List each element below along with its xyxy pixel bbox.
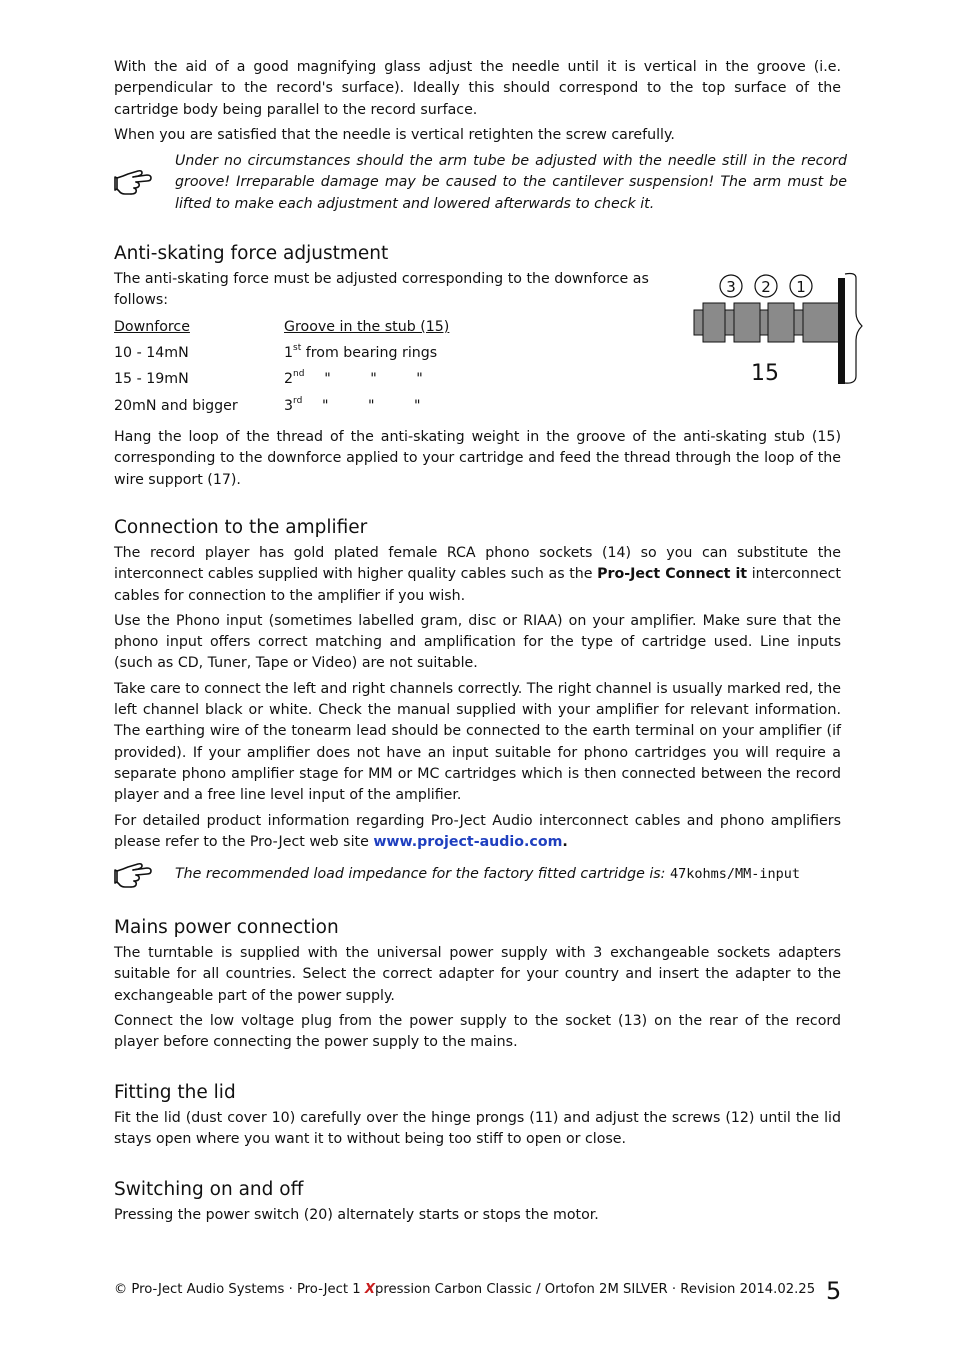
lid-heading: Fitting the lid <box>114 1082 236 1103</box>
amplifier-paragraph-1: The record player has gold plated female RCA phono sockets (14) so you can substitute the interconnect cables supplied with higher quality cables such as the Pro-Ject Connect it interconnect cables for connection to the amplifier if you wish. <box>114 545 841 604</box>
downforce-value: 20mN and bigger <box>114 398 238 414</box>
anti-skating-body: Hang the loop of the thread of the anti-skating weight in the groove of the anti-skating stub (15) corresponding to the downforce applied to your cartridge and feed the thread through the loop of the wire support (17). <box>114 429 841 488</box>
groove-3-label: 3 <box>726 278 736 296</box>
table-row <box>114 396 514 418</box>
impedance-text: The recommended load impedance for the factory fitted cartridge is: 47kohms/MM-input <box>175 866 801 882</box>
table-row <box>114 343 514 365</box>
pointing-hand-icon <box>114 165 154 197</box>
switching-heading: Switching on and off <box>114 1179 304 1200</box>
groove-value: 2nd " " " <box>284 369 423 387</box>
page-footer: © Pro-Ject Audio Systems · Pro-Ject 1 Xpression Carbon Classic / Ortofon 2M SILVER · Revision 2014.02.25 <box>114 1282 816 1297</box>
mains-paragraph-2: Connect the low voltage plug from the power supply to the socket (13) on the rear of the record player before connecting the power supply to the mains. <box>114 1012 841 1051</box>
amplifier-paragraph-3: Take care to connect the left and right channels correctly. The right channel is usually marked red, the left channel black or white. Check the manual supplied with your amplifier for relevant information. The earthing wire of the tonearm lead should be connected to the earth terminal on your amplifier (if provided). If your amplifier does not have an input suitable for phono cartridges you will require a separate phono amplifier stage for MM or MC cartridges which is then connected between the record player and a free line level input of the amplifier. <box>114 680 841 804</box>
lid-paragraph: Fit the lid (dust cover 10) carefully over the hinge prongs (11) and adjust the screws (12) until the lid stays open where you want it to without being too stiff to open or close. <box>114 1110 841 1148</box>
amplifier-paragraph-2: Use the Phono input (sometimes labelled gram, disc or RIAA) on your amplifier. Make sure that the phono input offers correct matching and amplification for the type of cartridge used. Line inputs (such as CD, Tuner, Tape or Video) are not suitable. <box>114 612 841 672</box>
impedance-note <box>114 858 847 885</box>
product-name: Pro-Ject Connect it <box>597 566 748 583</box>
groove-value: 1st from bearing rings <box>284 343 438 361</box>
website-link[interactable]: www.project-audio.com <box>373 833 563 850</box>
anti-skating-intro: The anti-skating force must be adjusted corresponding to the downforce as follows: <box>114 271 649 309</box>
warning-note <box>114 151 847 215</box>
brand-x-letter: X <box>364 1282 375 1297</box>
downforce-column-header: Downforce <box>114 319 190 335</box>
amplifier-heading: Connection to the amplifier <box>114 517 368 538</box>
intro-paragraph-1: With the aid of a good magnifying glass adjust the needle until it is vertical in the groove (i.e. perpendicular to the record's surface). Ideally this should correspond to the top surface of the cartridge body being parallel to the record surface. <box>114 59 841 118</box>
mains-heading: Mains power connection <box>114 917 339 938</box>
pointing-hand-icon <box>114 858 154 890</box>
impedance-value: 47kohms/MM-input <box>669 866 801 882</box>
page-number: 5 <box>826 1277 842 1305</box>
downforce-value: 10 - 14mN <box>114 345 189 361</box>
amplifier-paragraph-4: For detailed product information regarding Pro-Ject Audio interconnect cables and phono amplifiers please refer to the Pro-Ject web site www.project-audio.com. <box>114 812 841 850</box>
table-header-row <box>114 317 514 339</box>
groove-1-label: 1 <box>796 278 806 296</box>
warning-text: Under no circumstances should the arm tube be adjusted with the needle still in the record groove! Irreparable damage may be caused to the cantilever suspension! The arm must be lifted to make each adjustment and lowered afterwards to check it. <box>175 153 847 212</box>
downforce-value: 15 - 19mN <box>114 371 189 387</box>
anti-skating-heading: Anti-skating force adjustment <box>114 243 389 264</box>
intro-paragraph-2: When you are satisfied that the needle is vertical retighten the screw carefully. <box>114 126 675 143</box>
switching-paragraph: Pressing the power switch (20) alternately starts or stops the motor. <box>114 1207 599 1223</box>
bearing-plate <box>838 278 845 384</box>
groove-2-label: 2 <box>761 278 771 296</box>
stub-number-label: 15 <box>751 361 779 386</box>
groove-column-header: Groove in the stub (15) <box>284 319 450 335</box>
mains-paragraph-1: The turntable is supplied with the universal power supply with 3 exchangeable sockets adapters suitable for all countries. Select the correct adapter for your country and insert the adapter to the exchangeable part of the power supply. <box>114 945 841 1004</box>
table-row <box>114 369 514 391</box>
stub-shaft <box>694 303 839 342</box>
anti-skating-stub-diagram <box>690 268 865 390</box>
curly-brace <box>845 274 862 384</box>
groove-value: 3rd " " " <box>284 396 421 414</box>
